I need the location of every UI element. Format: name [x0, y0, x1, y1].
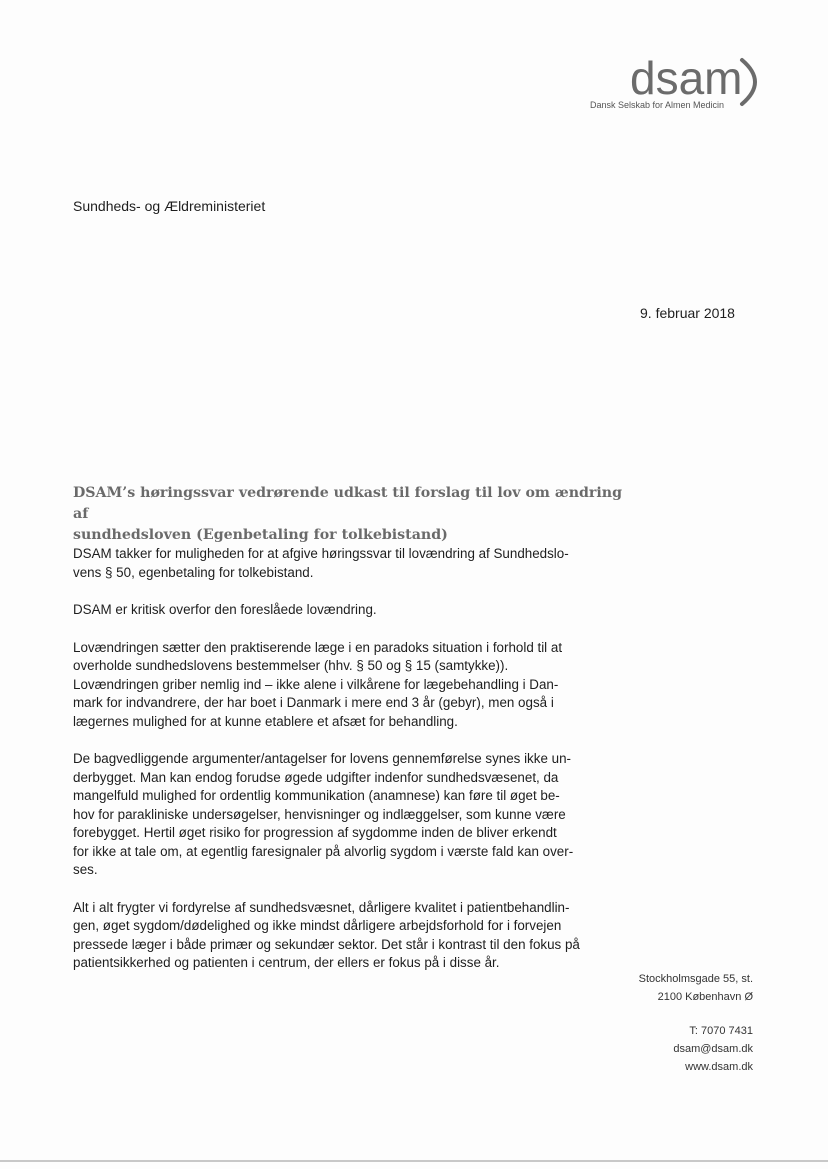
text-line: forebygget. Hertil øget risiko for progression af sygdomme inden de bliver erkendt — [73, 825, 557, 840]
contact-street: Stockholmsgade 55, st. — [638, 973, 753, 985]
text-line: gen, øget sygdom/dødelighed og ikke mindst dårligere arbejdsforhold for i forvejen — [73, 918, 562, 933]
text-line: lægernes mulighed for at kunne etablere et afsæt for behandling. — [73, 713, 458, 729]
paragraph-1 — [73, 545, 605, 582]
contact-city: 2100 København Ø — [657, 991, 753, 1003]
subject-line: DSAM’s høringssvar vedrørende udkast til forslag til lov om ændring af — [73, 485, 623, 522]
text-line: mark for indvandrere, der har boet i Danmark i mere end 3 år (gebyr), men også i — [73, 695, 554, 710]
text-line: overholde sundhedslovens bestemmelser (hhv. § 50 og § 15 (samtykke)). — [73, 658, 509, 673]
page-edge-line — [0, 1160, 828, 1162]
text-line: DSAM takker for muligheden for at afgive høringssvar til lovændring af Sundhedslo- — [73, 546, 569, 561]
paragraph-4 — [73, 750, 605, 880]
logo-wordmark: dsam — [630, 52, 743, 104]
letter-subject — [73, 483, 633, 546]
text-line: pressede læger i både primær og sekundær sektor. Det står i kontrast til den fokus på — [73, 936, 580, 952]
spacer — [560, 1006, 753, 1022]
subject-line: sundhedsloven (Egenbetaling for tolkebistand) — [73, 527, 448, 543]
text-line: hov for parakliniske undersøgelser, henvisninger og indlæggelser, som kunne være — [73, 806, 566, 822]
letter-date: 9. februar 2018 — [640, 305, 735, 321]
text-line: Lovændringen sætter den praktiserende læge i en paradoks situation i forhold til at — [73, 639, 563, 655]
recipient: Sundheds- og Ældreministeriet — [73, 198, 266, 214]
paragraph-2 — [73, 601, 605, 620]
letter-body — [73, 545, 605, 992]
text-line: vens § 50, egenbetaling for tolkebistand. — [73, 564, 314, 580]
logo-arc-icon — [736, 56, 770, 108]
contact-web[interactable]: www.dsam.dk — [685, 1061, 753, 1073]
dsam-logo — [586, 50, 776, 120]
text-line: patientsikkerhed og patienten i centrum, der ellers er fokus på i disse år. — [73, 955, 500, 970]
text-line: derbygget. Man kan endog forudse øgede udgifter indenfor sundhedsvæsenet, da — [73, 769, 559, 785]
text-line: mangelfuld mulighed for ordentlig kommunikation (anamnese) kan føre til øget be- — [73, 788, 560, 803]
text-line: for ikke at tale om, at egentlig faresignaler på alvorlig sygdom i værste fald kan over- — [73, 843, 574, 859]
logo-tagline: Dansk Selskab for Almen Medicin — [590, 100, 725, 110]
paragraph-3 — [73, 639, 605, 732]
text-line: ses. — [73, 862, 98, 877]
paragraph-5 — [73, 899, 605, 973]
text-line: DSAM er kritisk overfor den foreslåede lovændring. — [73, 602, 377, 617]
contact-block — [560, 970, 753, 1076]
contact-email[interactable]: dsam@dsam.dk — [673, 1043, 753, 1055]
text-line: De bagvedliggende argumenter/antagelser for lovens gennemførelse synes ikke un- — [73, 751, 571, 766]
contact-phone: T: 7070 7431 — [689, 1025, 753, 1037]
text-line: Lovændringen griber nemlig ind – ikke alene i vilkårene for lægebehandling i Dan- — [73, 676, 559, 692]
text-line: Alt i alt frygter vi fordyrelse af sundhedsvæsnet, dårligere kvalitet i patientbehandlin- — [73, 899, 570, 915]
